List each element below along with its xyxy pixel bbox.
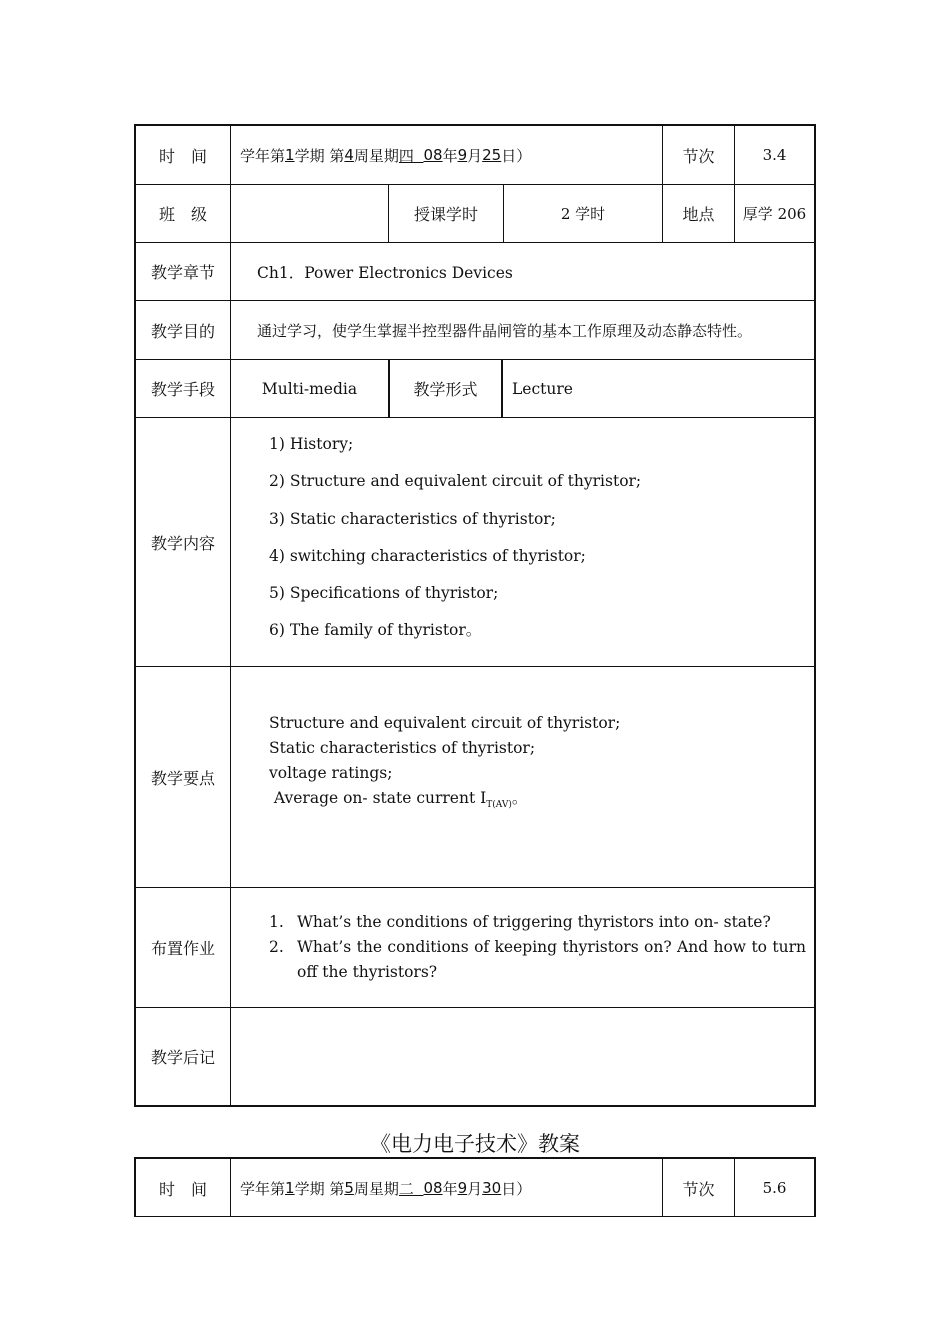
keypoint-item: Static characteristics of thyristor; [269,739,536,757]
form-value: Lecture [512,379,573,398]
row-means [136,360,814,418]
homework-list [230,888,814,1007]
keypoints-list [230,667,814,887]
period-label: 节次 [662,126,734,184]
hours-label: 授课学时 [388,185,503,242]
content-item: 4) switching characteristics of thyristor; [269,546,586,565]
content-list [230,418,814,666]
homework-item: 2. What’s the conditions of keeping thyristors on? And how to turn off the thyristors? [269,938,806,981]
period-value: 3.4 [734,126,814,184]
lesson-plan-table [134,124,816,1107]
time-value: 学年第 1 学期 第 4 周星期 四 08 年 9 月 25 日） [230,126,662,184]
time-label: 时 间 [158,146,207,166]
means-label: 教学手段 [150,380,215,399]
place-label: 地点 [662,185,734,242]
goal-value: 通过学习，使学生掌握半控型器件晶闸管的基本工作原理及动态静态特性。 [230,301,814,359]
content-item: 2) Structure and equivalent circuit of thyristor; [269,472,642,491]
keypoint-item: Average on- state current $I_{T(AV)}$。 [269,789,528,811]
notes-value [230,1008,814,1105]
row-goal [136,301,814,360]
content-label: 教学内容 [150,533,215,553]
content-item: 3) Static characteristics of thyristor; [269,509,556,528]
row-chapter [136,243,814,301]
means-value: Multi-media [230,360,388,417]
keypoints-label: 教学要点 [150,768,215,788]
period-value: 5.6 [734,1159,814,1217]
homework-label: 布置作业 [150,939,215,958]
keypoint-item: Structure and equivalent circuit of thyristor; [269,714,621,732]
goal-label: 教学目的 [150,321,215,341]
class-value [230,185,388,242]
keypoint-item: voltage ratings; [269,764,393,782]
row-keypoints [136,667,814,888]
hours-value: 2 学时 [503,185,662,242]
form-label: 教学形式 [388,360,503,417]
content-item: 1) History; [269,435,354,453]
class-label: 班 级 [158,205,207,224]
row-time [136,1159,814,1217]
period-label: 节次 [662,1159,734,1217]
time-label: 时 间 [158,1179,207,1199]
lesson-plan-table-2 [134,1157,816,1217]
place-value: 厚学 206 [734,185,814,242]
content-item: 6) The family of thyristor。 [269,621,482,640]
chapter-value: Ch1．Power Electronics Devices [230,243,814,300]
row-content [136,418,814,667]
homework-item: 1. What’s the conditions of triggering thyristors into on- state? [269,913,771,931]
time-value: 学年第 1 学期 第 5 周星期 二 08 年 9 月 30 日） [230,1159,662,1217]
content-item: 5) Specifications of thyristor; [269,584,499,603]
document-title: 《电力电子技术》教案 [370,1132,580,1156]
notes-label: 教学后记 [150,1048,215,1067]
row-time [136,126,814,185]
row-notes [136,1008,814,1105]
row-class [136,185,814,243]
row-homework [136,888,814,1008]
chapter-label: 教学章节 [150,263,215,282]
